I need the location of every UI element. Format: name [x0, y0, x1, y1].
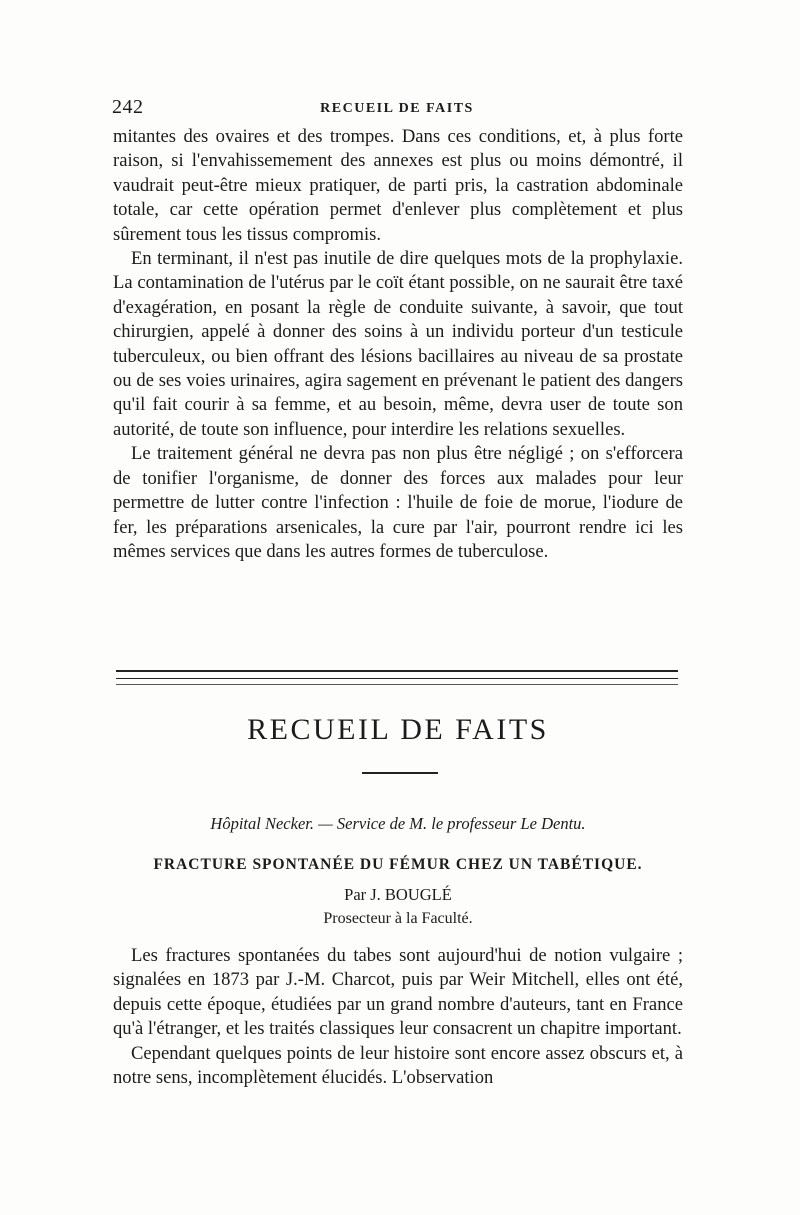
- running-title: RECUEIL DE FAITS: [320, 101, 474, 116]
- body-text-bottom: [113, 944, 683, 1090]
- running-head: [112, 96, 682, 120]
- author-role: Prosecteur à la Faculté.: [323, 910, 473, 927]
- section-divider-thin: [116, 684, 678, 685]
- article-title: FRACTURE SPONTANÉE DU FÉMUR CHEZ UN TABÉTIQUE.: [153, 856, 643, 873]
- paragraph-fractures: Les fractures spontanées du tabes sont aujourd'hui de notion vulgaire ; signalées en 1873 par J.-M. Charcot, puis par Weir Mitchell, elles ont été, depuis cette époque, étudiées par un grand nombre d'auteurs, tant en France qu'à l'étranger, et les traités classiques leur consacrent un chapitre important.: [113, 945, 683, 1040]
- author-line: Par J. BOUGLÉ: [344, 885, 452, 904]
- title-underline-rule: [362, 772, 438, 774]
- page-number: 242: [112, 96, 144, 118]
- paragraph-continued: mitantes des ovaires et des trompes. Dans ces conditions, et, à plus forte raison, si l'envahissemement des annexes est plus ou moins démontré, il vaudrait peut-être mieux pratiquer, de parti pris, la castration abdominale totale, car cette opération permet d'enlever plus complètement et plus sûrement tous les tissus compromis.: [113, 126, 683, 245]
- body-text-top: [113, 125, 683, 564]
- section-title: RECUEIL DE FAITS: [247, 713, 549, 746]
- paragraph-traitement: Le traitement général ne devra pas non plus être négligé ; on s'efforcera de tonifier l'organisme, de donner des forces aux malades pour leur permettre de lutter contre l'infection : l'huile de foie de morue, l'iodure de fer, les préparations arsenicales, la cure par l'air, pourront rendre ici les mêmes services que dans les autres formes de tuberculose.: [113, 443, 683, 562]
- hospital-service-line: Hôpital Necker. — Service de M. le professeur Le Dentu.: [210, 814, 586, 833]
- paragraph-cependant: Cependant quelques points de leur histoire sont encore assez obscurs et, à notre sens, incomplètement élucidés. L'observation: [113, 1042, 683, 1089]
- section-divider-double: [116, 670, 678, 679]
- paragraph-prophylaxie: En terminant, il n'est pas inutile de dire quelques mots de la prophylaxie. La contamination de l'utérus par le coït étant possible, on ne saurait être taxé d'exagération, en posant la règle de conduite suivante, à savoir, que tout chirurgien, appelé à donner des soins à un individu porteur d'un testicule tuberculeux, ou bien offrant des lésions bacillaires au niveau de sa prostate ou de ses voies urinaires, agira sagement en prévenant le patient des dangers qu'il fait courir à sa femme, et au besoin, même, devra user de toute son autorité, de toute son influence, pour interdire les relations sexuelles.: [113, 248, 683, 440]
